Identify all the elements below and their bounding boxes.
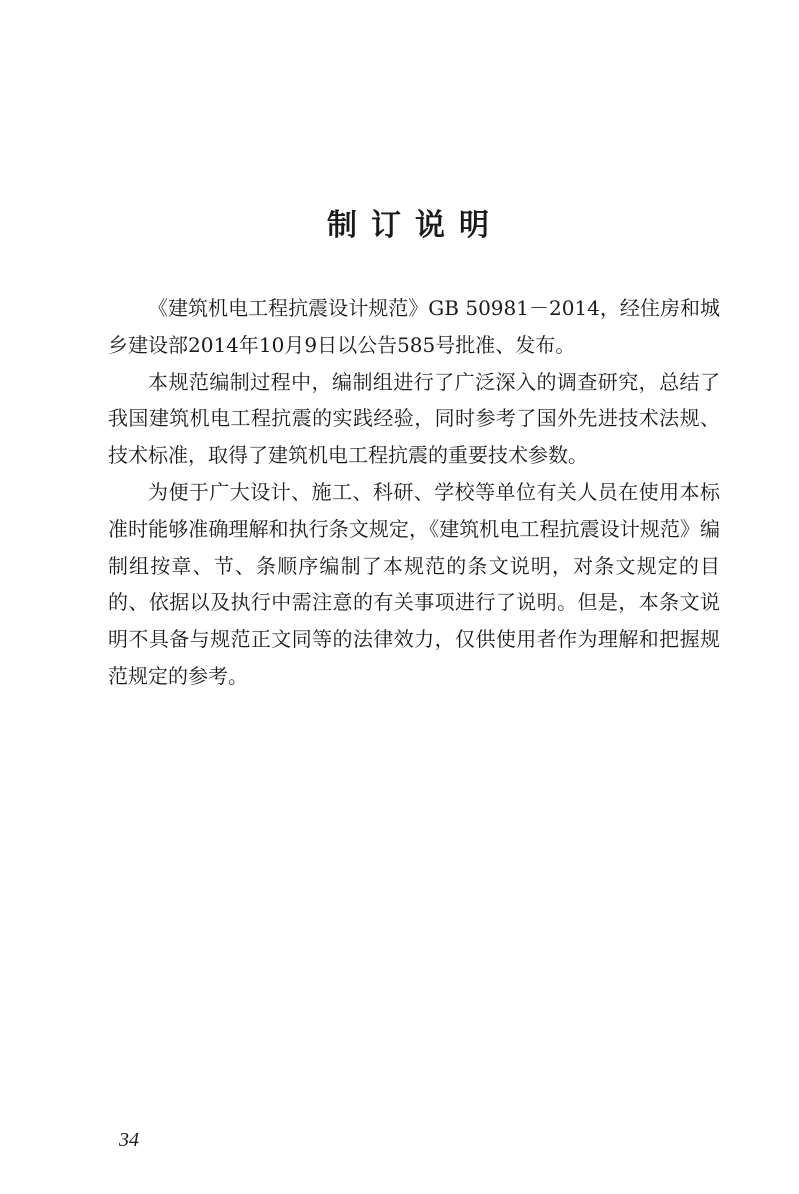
- body-text: [108, 290, 720, 695]
- page-title: 制订说明: [327, 208, 503, 243]
- paragraph-compilation: 本规范编制过程中，编制组进行了广泛深入的调查研究，总结了我国建筑机电工程抗震的实践经验，同时参考了国外先进技术法规、技术标准，取得了建筑机电工程抗震的重要技术参数。: [108, 369, 720, 468]
- paragraph-approval: 《建筑机电工程抗震设计规范》GB 50981－2014，经住房和城乡建设部2014年10月9日以公告585号批准、发布。: [108, 296, 720, 357]
- paragraph-purpose: 为便于广大设计、施工、科研、学校等单位有关人员在使用本标准时能够准确理解和执行条文规定，《建筑机电工程抗震设计规范》编制组按章、节、条顺序编制了本规范的条文说明，对条文规定的目的、依据以及执行中需注意的有关事项进行了说明。但是，本条文说明不具备与规范正文同等的法律效力，仅供使用者作为理解和把握规范规定的参考。: [108, 479, 720, 688]
- page-number: 34: [119, 1129, 139, 1151]
